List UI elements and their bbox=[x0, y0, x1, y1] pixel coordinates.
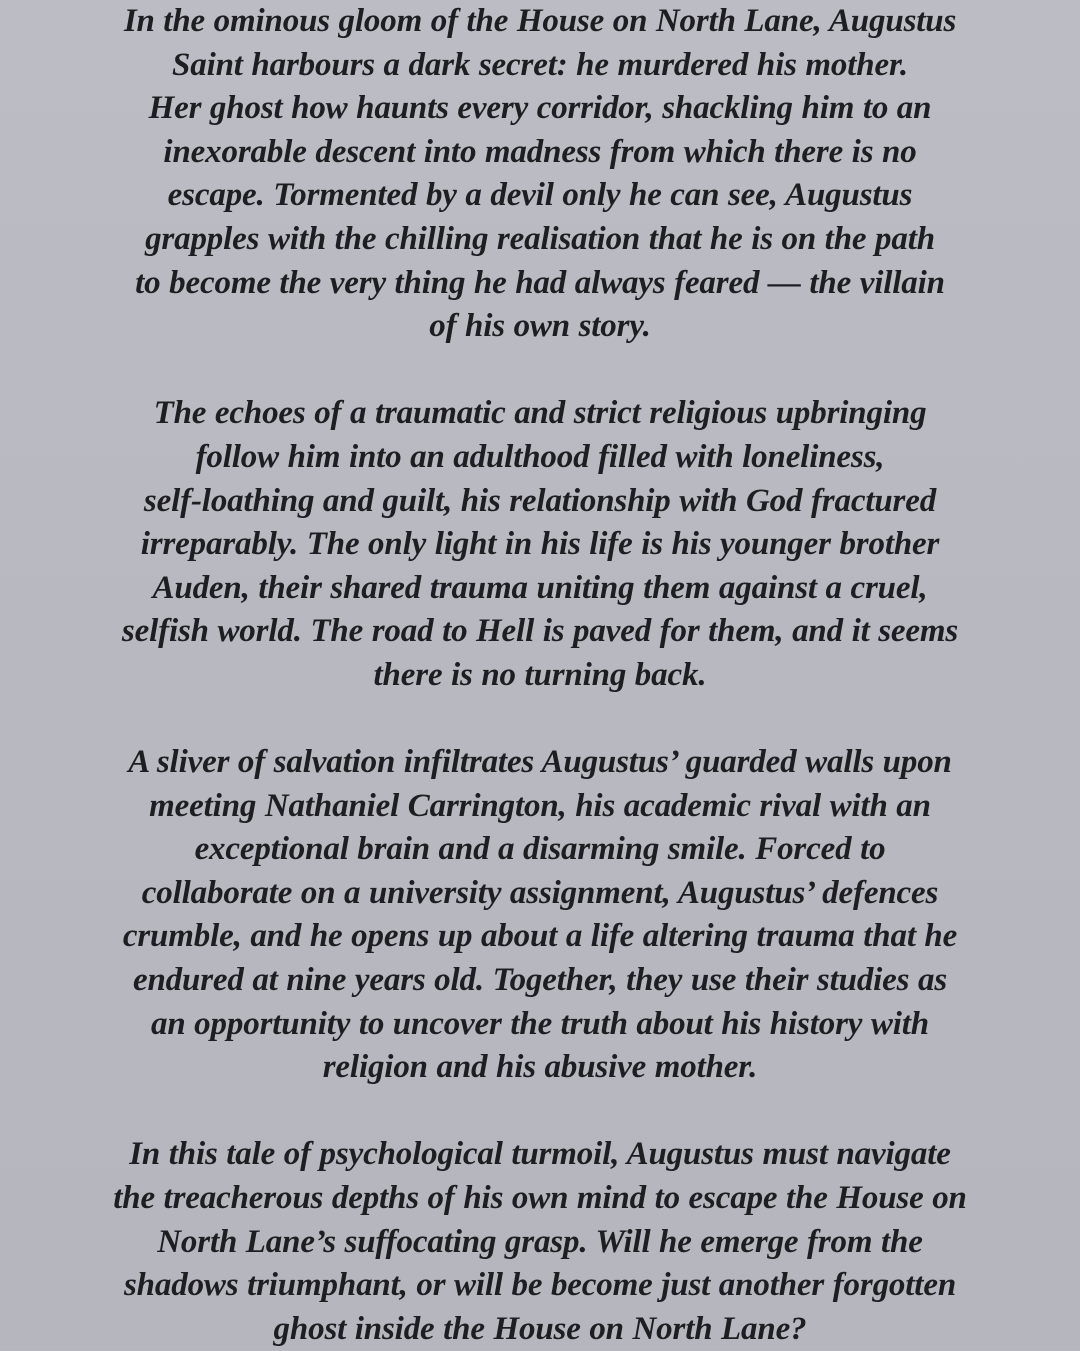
text-line: the treacherous depths of his own mind to escape the House on bbox=[113, 1180, 967, 1217]
text-line: follow him into an adulthood filled with loneliness, bbox=[195, 438, 885, 475]
text-line: crumble, and he opens up about a life altering trauma that he bbox=[122, 918, 958, 955]
text-line: A sliver of salvation infiltrates Augustus’ guarded walls upon bbox=[128, 744, 952, 781]
text-line: Her ghost how haunts every corridor, shackling him to an bbox=[148, 90, 932, 127]
text-line: Saint harbours a dark secret: he murdered his mother. bbox=[172, 46, 908, 83]
text-line: meeting Nathaniel Carrington, his academic rival with an bbox=[149, 787, 931, 824]
text-line: In the ominous gloom of the House on North Lane, Augustus bbox=[123, 3, 957, 39]
text-line: endured at nine years old. Together, they use their studies as bbox=[132, 962, 948, 999]
book-blurb bbox=[30, 0, 1050, 1351]
paragraph-1 bbox=[30, 0, 1050, 349]
paragraph-4 bbox=[30, 1133, 1050, 1351]
text-line: religion and his abusive mother. bbox=[322, 1049, 758, 1086]
text-line: grapples with the chilling realisation that he is on the path bbox=[145, 220, 935, 257]
text-line: there is no turning back. bbox=[373, 656, 707, 693]
paragraph-2 bbox=[30, 392, 1050, 697]
text-line: escape. Tormented by a devil only he can see, Augustus bbox=[167, 177, 913, 214]
text-line: inexorable descent into madness from which there is no bbox=[163, 133, 917, 170]
text-line: exceptional brain and a disarming smile. Forced to bbox=[194, 831, 886, 868]
text-line: In this tale of psychological turmoil, Augustus must navigate bbox=[129, 1136, 951, 1173]
text-line: self-loathing and guilt, his relationship with God fractured bbox=[143, 482, 937, 519]
text-line: shadows triumphant, or will be become just another forgotten bbox=[123, 1267, 957, 1304]
text-line: to become the very thing he had always feared — the villain bbox=[135, 264, 945, 301]
text-line: of his own story. bbox=[429, 308, 651, 345]
text-line: ghost inside the House on North Lane? bbox=[273, 1310, 807, 1347]
text-line: an opportunity to uncover the truth about his history with bbox=[151, 1005, 929, 1042]
paragraph-3 bbox=[30, 741, 1050, 1090]
text-line: selfish world. The road to Hell is paved for them, and it seems bbox=[121, 613, 959, 650]
text-line: irreparably. The only light in his life is his younger brother bbox=[140, 526, 940, 563]
text-line: collaborate on a university assignment, Augustus’ defences bbox=[141, 874, 939, 911]
text-line: Auden, their shared trauma uniting them against a cruel, bbox=[152, 569, 928, 606]
text-line: The echoes of a traumatic and strict religious upbringing bbox=[153, 395, 927, 432]
text-line: North Lane’s suffocating grasp. Will he emerge from the bbox=[157, 1223, 923, 1260]
